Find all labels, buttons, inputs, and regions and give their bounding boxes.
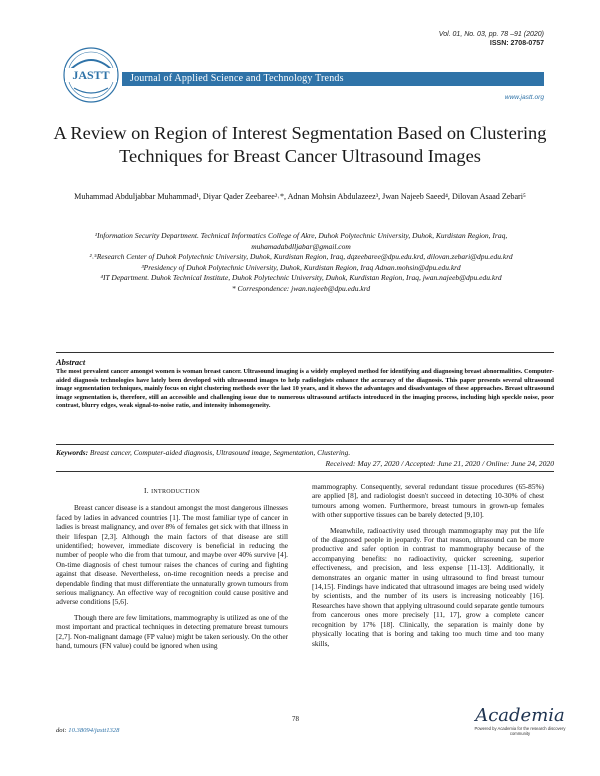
divider	[56, 352, 554, 353]
author-list: Muhammad Abduljabbar Muhammad¹, Diyar Qader Zeebaree²˒*, Adnan Mohsin Abdulazeez³, Jwan Najeeb Saeed⁴, Dilovan Asaad Zebari⁵	[74, 192, 526, 201]
paragraph: Breast cancer disease is a standout amongst the most dangerous illnesses faced by ladies in advanced countries [1]. The most familiar type of cancer in ladies is breast malignancy, and over 8% of females get sick with that illness in their lifespan [2,3]. Although the main factors of that disease are still unidentified; however, immediate discovery is beneficial in reducing the number of people who die from that tumour, and maybe over 40% survive [4]. On-time diagnosis of chest tumour raises the chances of curing and fighting against that disease. Nevertheless, on-time recognition needs a precise and dependable finding that must differentiate the unnaturally grown tumours from serious malignancy. An effective way of recognition could cause positive and adverse conditions [5,6].	[56, 503, 288, 607]
affiliation-4: ⁴IT Department. Duhok Technical Institute, Duhok Polytechnic University, Duhok, Kurdistan Region, Iraq, jwan.najeeb@dpu.edu.krd	[100, 273, 502, 282]
received-dates: Received: May 27, 2020 / Accepted: June 21, 2020 / Online: June 24, 2020	[325, 459, 554, 468]
paper-title: A Review on Region of Interest Segmentation Based on Clustering Techniques for Breast Cancer Ultrasound Images	[53, 123, 547, 166]
section-title: INTRODUCTION	[151, 489, 200, 495]
journal-name: Journal of Applied Science and Technology Trends	[130, 73, 344, 84]
keywords-text: Breast cancer, Computer-aided diagnosis, Ultrasound image, Segmentation, Clustering.	[89, 448, 351, 457]
issue-info	[439, 30, 544, 48]
paragraph: mammography. Consequently, several redundant tissue procedures (65-85%) are applied [8], and radiologist doesn't succeed in detecting 10-30% of chest tumours among women. Furthermore, breast tumours in grown-up females with other supportive tissues can be barely detected [9,10].	[312, 482, 544, 520]
journal-website-link[interactable]: www.jastt.org	[504, 94, 544, 101]
academia-tagline: Powered by Academia for the research discovery community	[474, 726, 566, 736]
section-number: I.	[143, 486, 149, 495]
affiliation-3: ³Presidency of Duhok Polytechnic University, Duhok, Kurdistan Region, Iraq Adnan.mohsin@dpu.edu.krd	[141, 262, 461, 272]
affiliation-1: ¹Information Security Department. Technical Informatics College of Akre, Duhok Polytechnic University, Duhok, Kurdistan Region, Iraq, muhamadabdlljabar@gmail.com	[94, 231, 508, 251]
page-number: 78	[292, 715, 299, 723]
left-column	[56, 484, 288, 657]
paragraph: Though there are few limitations, mammography is utilized as one of the most important and practical techniques in detecting premature breast tumours [2,7]. Non-malignant damage (FP value) might be taken seriously. On the other hand, tumours (FN value) could be ignored when using	[56, 612, 288, 651]
correspondence: * Correspondence: jwan.najeeb@dpu.edu.krd	[231, 283, 371, 293]
logo-text: JASTT	[72, 68, 110, 82]
doi-link[interactable]: 10.38094/jastt1328	[68, 727, 120, 734]
abstract-heading: Abstract	[56, 357, 86, 367]
paragraph: Meanwhile, radioactivity used through mammography may put the life of the diagnosed people in jeopardy. For that reason, ultrasound can be more productive and safer option in contrast to mammography because of the accompanying benefits: no radioactivity, quicker screening, superior effectiveness, and precision, and less expense [11-13]. Additionally, it demonstrates an organic matter in using ultrasound to find breast tumour [14,15]. Findings have indicated that ultrasound images are being used widely by scientists, and the number of its users is increasing noticeably [16]. Researches have shown that applying ultrasound could separate gentle tumours from cancerous ones more precisely [11, 17], grow a complete cancer recognition by 17% [18]. Clinically, the separation is mainly done by physically locating that is boring and taking too much time and too many skills,	[312, 525, 544, 648]
section-heading	[56, 486, 288, 497]
jastt-logo-icon	[60, 44, 122, 104]
abstract-text: The most prevalent cancer amongst women is woman breast cancer. Ultrasound imaging is a widely employed method for identifying and diagnosing breast abnormalities. Computer-aided diagnosis technologies have lately been developed with ultrasound images to help radiologists enhance the accuracy of the diagnosis. This paper presents several ultrasound image segmentation techniques, mainly focus on eight clustering methods over the last 10 years, and it shows the advantages and disadvantages of these approaches. Breast ultrasound image segmentation is, therefore, still an accessible and challenging issue due to numerous ultrasound artifacts introduced in the imaging process, including high speckle noise, poor contrast, blurry edges, weak signal-to-noise ratio, and intensity inhomogeneity.	[56, 368, 554, 410]
doi-label: doi:	[56, 727, 67, 734]
academia-watermark[interactable]	[466, 706, 574, 736]
keywords	[56, 448, 554, 458]
affiliation-2: ²˒⁵Research Center of Duhok Polytechnic University, Duhok, Kurdistan Region, Iraq, dqzeebaree@dpu.edu.krd, dilovan.zebari@dpu.edu.krd	[89, 252, 513, 261]
keywords-label: Keywords:	[56, 448, 89, 457]
right-column	[312, 482, 544, 654]
volume-info: Vol. 01, No. 03, pp. 78 –91 (2020)	[438, 31, 544, 38]
journal-banner	[122, 72, 544, 86]
academia-logo: Academia	[475, 705, 565, 726]
affiliations	[56, 231, 546, 294]
issn: ISSN: 2708-0757	[489, 40, 544, 47]
doi	[56, 727, 119, 734]
divider	[56, 444, 554, 445]
divider	[56, 471, 554, 472]
